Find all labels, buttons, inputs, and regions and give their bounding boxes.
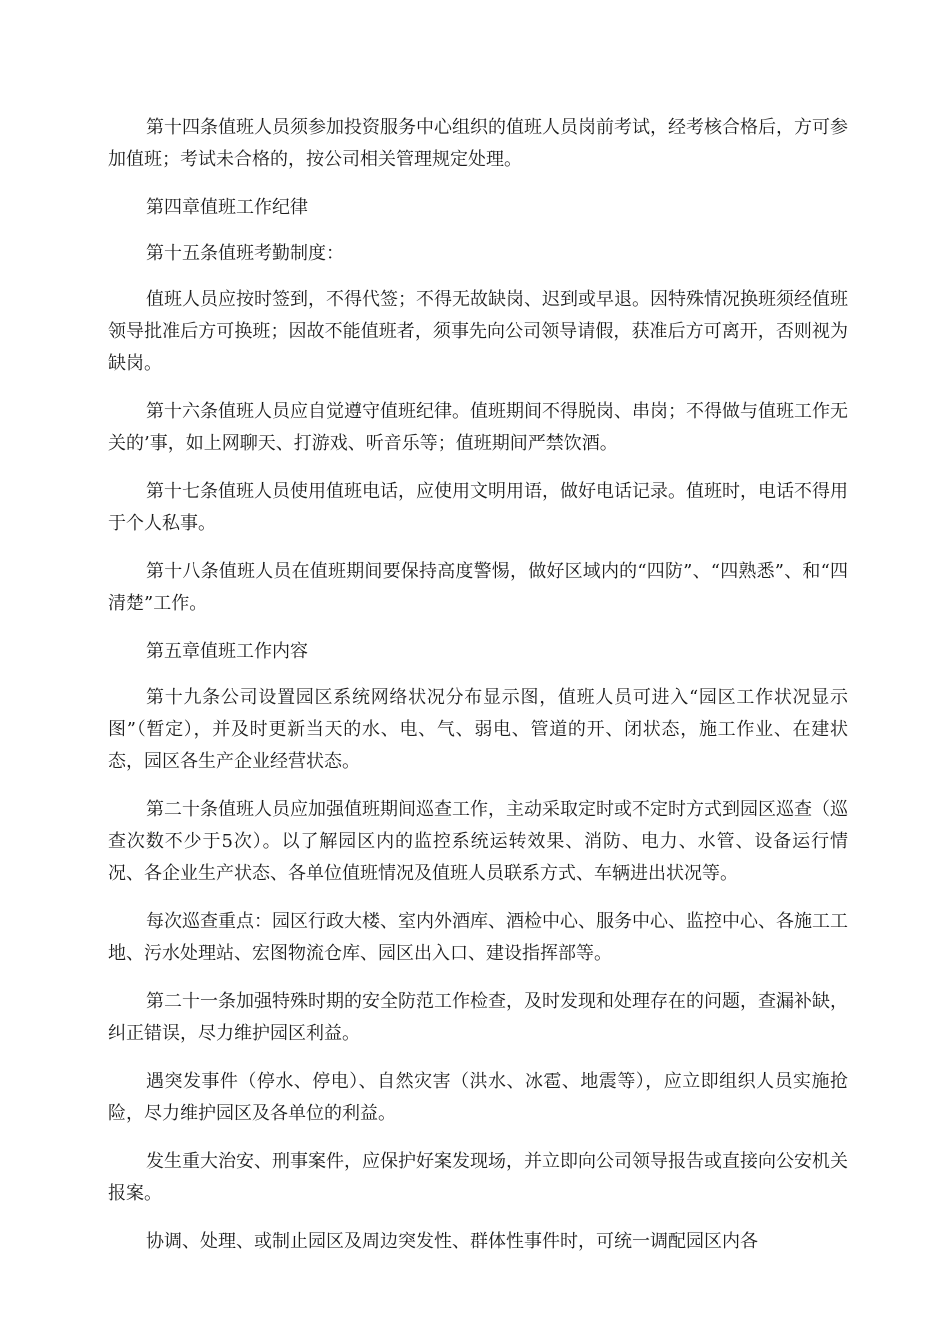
- article-15-body: 值班人员应按时签到，不得代签；不得无故缺岗、迟到或早退。因特殊情况换班须经值班领导批准后方可换班；因故不能值班者，须事先向公司领导请假，获准后方可离开，否则视为缺岗。: [108, 289, 848, 374]
- patrol-focus: 每次巡查重点：园区行政大楼、室内外酒库、酒检中心、服务中心、监控中心、各施工工地、污水处理站、宏图物流仓库、园区出入口、建设指挥部等。: [108, 911, 848, 964]
- document-page: [108, 112, 848, 1274]
- mass-incident-response: 协调、处理、或制止园区及周边突发性、群体性事件时，可统一调配园区内各: [146, 1231, 758, 1252]
- article-19: 第十九条公司设置园区系统网络状况分布显示图，值班人员可进入“园区工作状况显示图”（暂定），并及时更新当天的水、电、气、弱电、管道的开、闭状态，施工作业、在建状态，园区各生产企业经营状态。: [108, 687, 848, 772]
- chapter-4-heading: 第四章值班工作纪律: [146, 197, 308, 218]
- article-15: 第十五条值班考勤制度：: [146, 243, 344, 264]
- article-16: 第十六条值班人员应自觉遵守值班纪律。值班期间不得脱岗、串岗；不得做与值班工作无关的’事，如上网聊天、打游戏、听音乐等；值班期间严禁饮酒。: [108, 401, 848, 454]
- chapter-5-heading: 第五章值班工作内容: [146, 641, 308, 662]
- article-17: 第十七条值班人员使用值班电话，应使用文明用语，做好电话记录。值班时，电话不得用于个人私事。: [108, 481, 848, 534]
- emergency-response: 遇突发事件（停水、停电）、自然灾害（洪水、冰雹、地震等），应立即组织人员实施抢险，尽力维护园区及各单位的利益。: [108, 1071, 848, 1124]
- criminal-case-response: 发生重大治安、刑事案件，应保护好案发现场，并立即向公司领导报告或直接向公安机关报案。: [108, 1151, 848, 1204]
- article-20: 第二十条值班人员应加强值班期间巡查工作，主动采取定时或不定时方式到园区巡查（巡查次数不少于5次）。以了解园区内的监控系统运转效果、消防、电力、水管、设备运行情况、各企业生产状态、各单位值班情况及值班人员联系方式、车辆进出状况等。: [108, 799, 848, 884]
- article-18: 第十八条值班人员在值班期间要保持高度警惕，做好区域内的“四防”、“四熟悉”、和“四清楚”工作。: [108, 561, 848, 614]
- article-14: 第十四条值班人员须参加投资服务中心组织的值班人员岗前考试，经考核合格后，方可参加值班；考试未合格的，按公司相关管理规定处理。: [108, 117, 848, 170]
- article-21: 第二十一条加强特殊时期的安全防范工作检查，及时发现和处理存在的问题，查漏补缺，纠正错误，尽力维护园区利益。: [108, 991, 848, 1044]
